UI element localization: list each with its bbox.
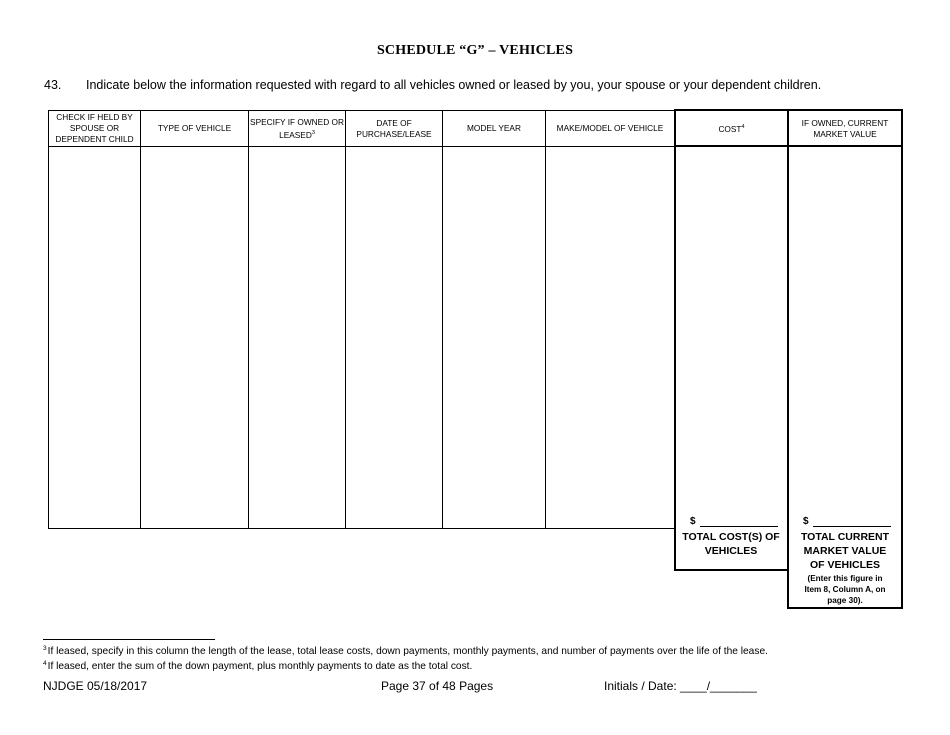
question-text: Indicate below the information requested with regard to all vehicles owned or leased by you, your spouse or your dependent children. <box>86 78 822 92</box>
total-cost-blank[interactable] <box>700 516 778 527</box>
header-check-held-by-spouse: CHECK IF HELD BY SPOUSE OR DEPENDENT CHILD <box>55 112 134 144</box>
total-market-value-blank[interactable] <box>813 516 891 527</box>
total-cost-field[interactable] <box>690 516 778 527</box>
footnote-3-mark: 3 <box>43 645 47 652</box>
total-market-value-field[interactable] <box>803 516 891 527</box>
page-number: Page 37 of 48 Pages <box>381 679 494 693</box>
cost-box-bottom-border <box>674 569 789 571</box>
column-divider <box>545 110 546 529</box>
header-date-of-purchase: DATE OF PURCHASE/LEASE <box>356 117 432 139</box>
footnote-separator <box>43 639 215 640</box>
question-number: 43. <box>44 78 62 92</box>
initials-date-field[interactable]: Initials / Date: ____/_______ <box>604 679 757 693</box>
form-id: NJDGE 05/18/2017 <box>43 679 148 693</box>
table-left-border <box>48 110 49 529</box>
schedule-title: SCHEDULE “G” – VEHICLES <box>376 43 574 58</box>
market-box-bottom-border <box>787 607 903 609</box>
table-bottom-border <box>48 528 675 529</box>
header-cost: COST$^4$ <box>718 123 745 134</box>
total-market-value-label: TOTAL CURRENT MARKET VALUE OF VEHICLES <box>800 531 890 571</box>
column-divider <box>248 110 249 529</box>
column-divider <box>345 110 346 529</box>
header-type-of-vehicle: TYPE OF VEHICLE <box>157 123 232 133</box>
header-market-value: IF OWNED, CURRENT MARKET VALUE <box>801 117 889 139</box>
footnote-3: $^3$If leased, specify in this column the length of the lease, total lease costs, down payments, monthly payments, and number of payments over the life of the lease. <box>43 645 768 657</box>
footnote-4-mark: 4 <box>43 660 47 667</box>
market-box-right-border <box>901 110 903 608</box>
cost-box-left-border <box>674 110 676 570</box>
header-model-year: MODEL YEAR <box>467 123 521 133</box>
footnote-4: $^4$If leased, enter the sum of the down payment, plus monthly payments to date as the total cost. <box>43 660 473 672</box>
column-divider <box>140 110 141 529</box>
column-divider <box>442 110 443 529</box>
total-market-value-note: (Enter this figure in Item 8, Column A, on page 30). <box>804 574 886 605</box>
currency-symbol: $ <box>690 516 696 527</box>
header-make-model: MAKE/MODEL OF VEHICLE <box>556 123 664 133</box>
header-owned-or-leased: SPECIFY IF OWNED OR LEASED$^3$ <box>250 116 344 140</box>
market-box-left-border <box>787 110 789 608</box>
footnote-ref-3: 3 <box>311 129 315 136</box>
total-cost-label: TOTAL COST(S) OF VEHICLES <box>682 531 780 557</box>
currency-symbol: $ <box>803 516 809 527</box>
footnote-ref-4: 4 <box>741 124 745 131</box>
